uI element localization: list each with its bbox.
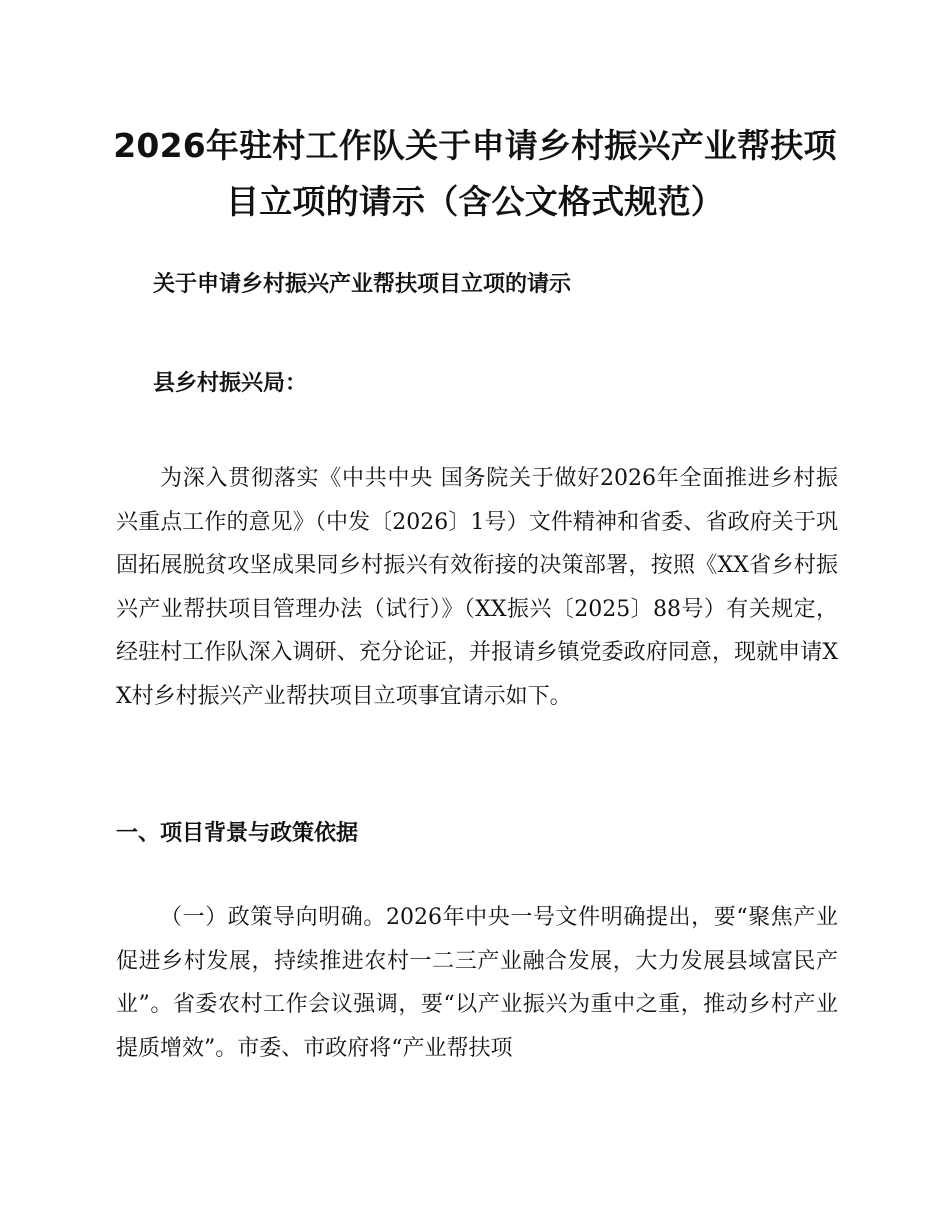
section-paragraph: （一）政策导向明确。2026年中央一号文件明确提出，要“聚焦产业促进乡村发展，持续推进农村一二三产业融合发展，大力发展县域富民产业”。省委农村工作会议强调，要“以产业振兴为重中之重，推动乡村产业提质增效”。市委、市政府将“产业帮扶项 (116, 905, 838, 1061)
section-heading: 一、项目背景与政策依据 (116, 821, 359, 846)
intro-paragraph: 为深入贯彻落实《中共中央 国务院关于做好2026年全面推进乡村振兴重点工作的意见》（中发〔2026〕1号）文件精神和省委、省政府关于巩固拓展脱贫攻坚成果同乡村振兴有效衔接的决策部署，按照《XX省乡村振兴产业帮扶项目管理办法（试行）》（XX振兴〔2025〕88号）有关规定，经驻村工作队深入调研、充分论证，并报请乡镇党委政府同意，现就申请XX村乡村振兴产业帮扶项目立项事宜请示如下。 (116, 466, 838, 709)
document-title: 2026年驻村工作队关于申请乡村振兴产业帮扶项目立项的请示（含公文格式规范） (113, 126, 837, 221)
document-subject: 关于申请乡村振兴产业帮扶项目立项的请示 (153, 272, 572, 297)
addressee: 县乡村振兴局： (153, 371, 308, 396)
